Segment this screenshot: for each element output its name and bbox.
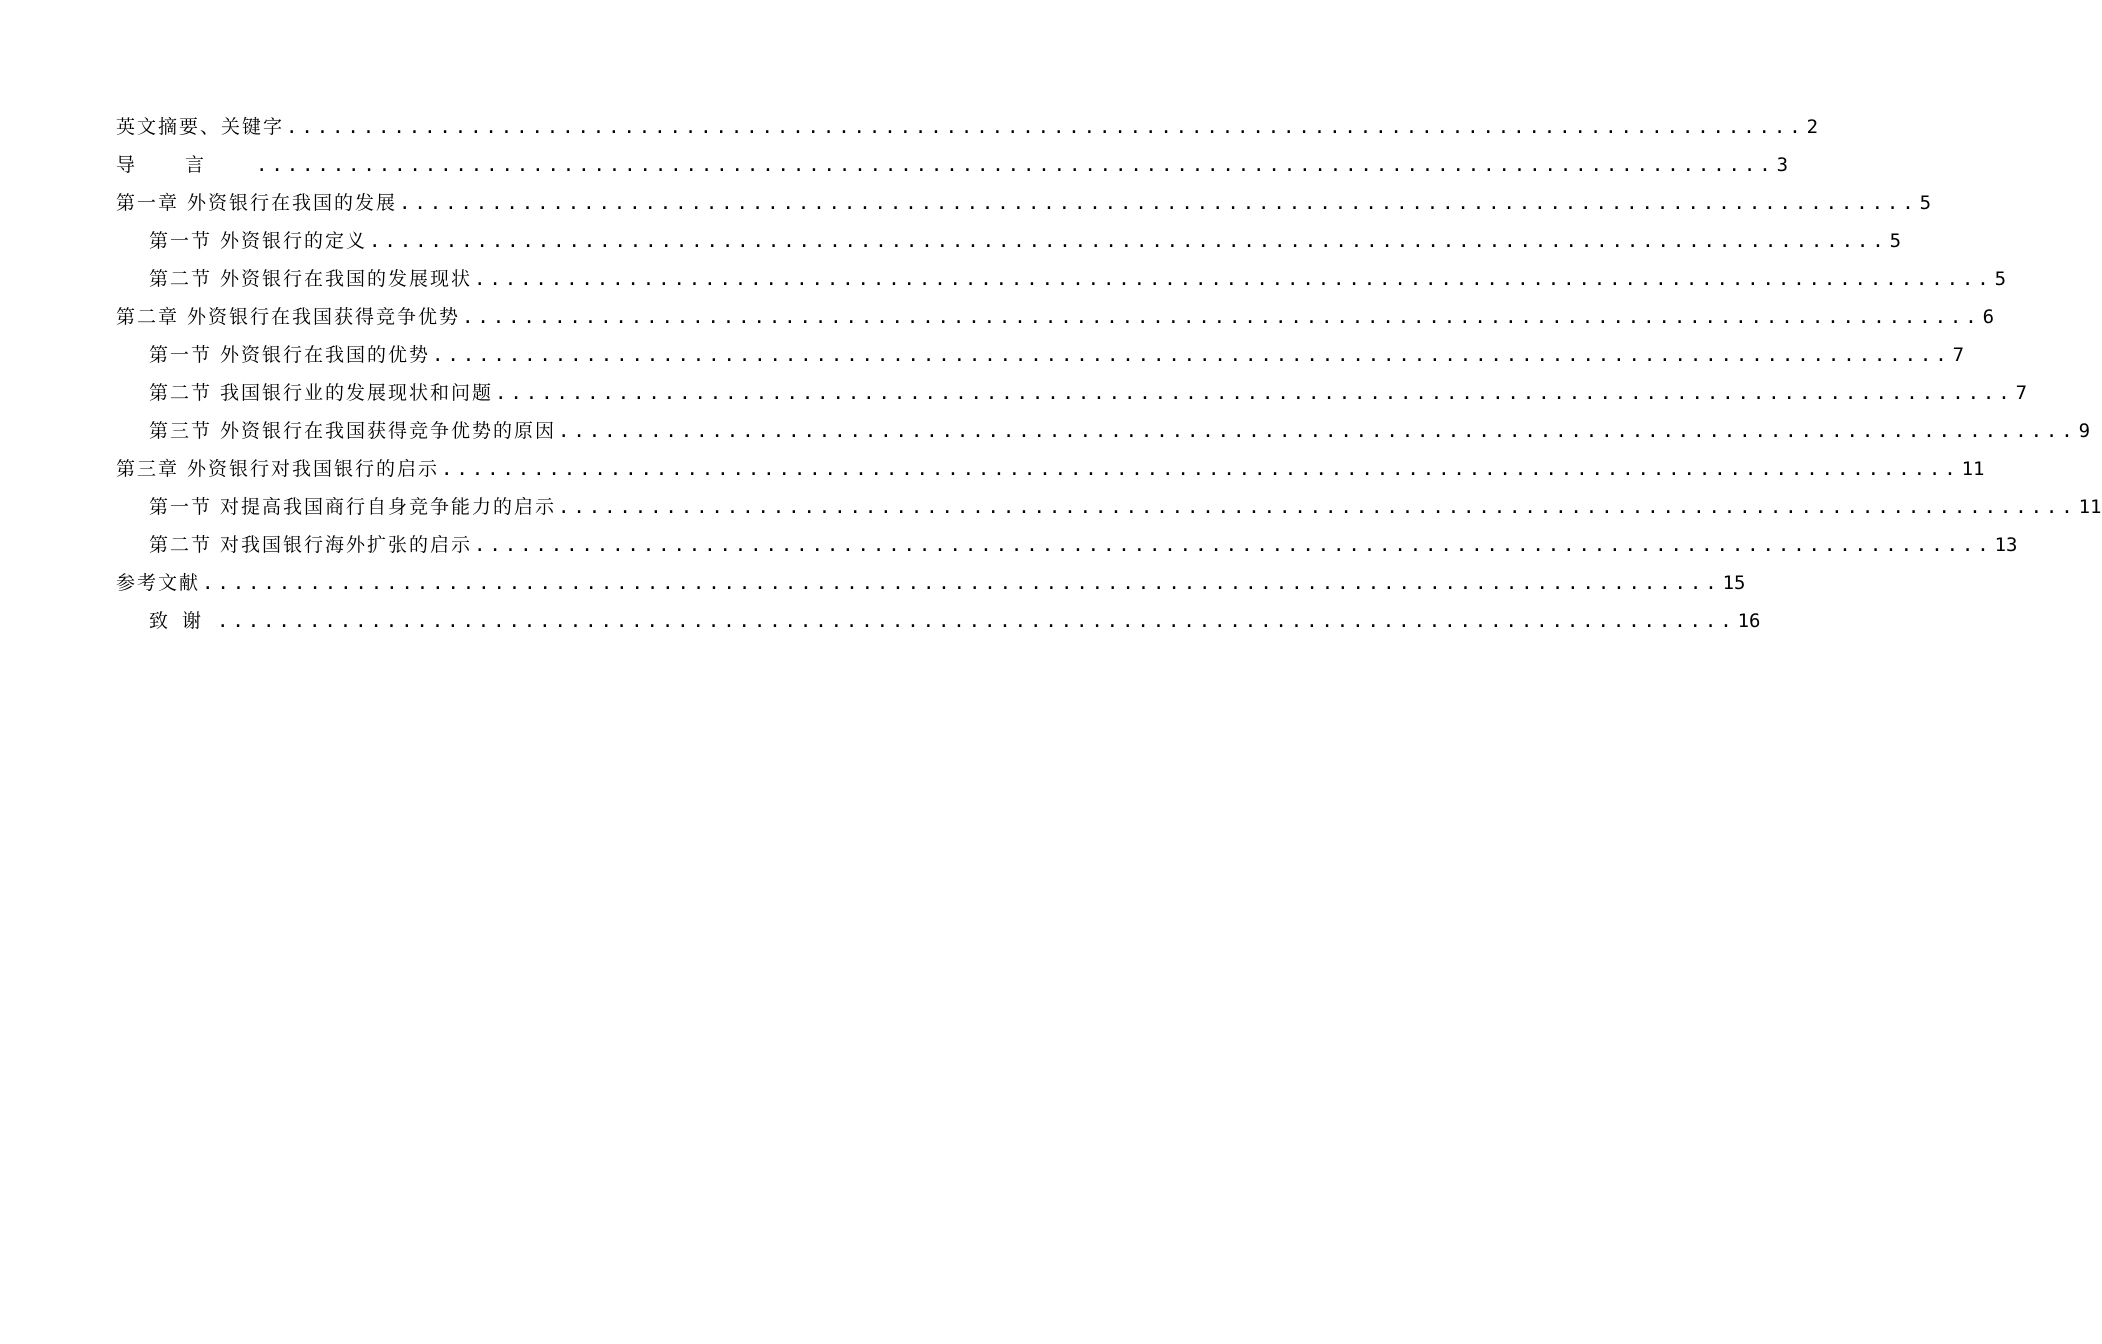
toc-entry-title: 导言 — [116, 154, 255, 176]
toc-entry[interactable] — [116, 450, 1985, 488]
toc-entry-title: 第二节 对我国银行海外扩张的启示 — [149, 534, 473, 556]
toc-entry[interactable] — [116, 564, 1746, 602]
toc-entry[interactable] — [116, 298, 1995, 336]
toc-entry-title: 第二节 外资银行在我国的发展现状 — [149, 268, 473, 290]
toc-entry-page: 6 — [1982, 306, 1995, 328]
toc-leader-dots: ................................................................................................... — [369, 230, 1888, 252]
toc-entry[interactable] — [116, 412, 2091, 450]
toc-leader-dots: ................................................................................................... — [441, 458, 1960, 480]
toc-entry-page: 5 — [1889, 230, 1902, 252]
toc-entry[interactable] — [116, 336, 1965, 374]
toc-entry-page: 5 — [1919, 192, 1932, 214]
toc-entry-page: 7 — [2015, 382, 2028, 404]
toc-entry-title: 致谢 — [149, 610, 216, 632]
toc-entry-page: 9 — [2078, 420, 2091, 442]
toc-entry-title: 第一节 对提高我国商行自身竞争能力的启示 — [149, 496, 557, 518]
toc-leader-dots: ................................................................................................... — [474, 534, 1993, 556]
toc-entry-page: 7 — [1952, 344, 1965, 366]
toc-entry-title: 第一章 外资银行在我国的发展 — [116, 192, 398, 214]
toc-entry-page: 15 — [1722, 572, 1746, 594]
toc-entry-page: 2 — [1806, 116, 1819, 138]
toc-entry[interactable] — [116, 602, 1761, 640]
toc-entry[interactable] — [116, 108, 1819, 146]
toc-entry-page: 3 — [1776, 154, 1789, 176]
toc-leader-dots: ................................................................................................... — [256, 154, 1775, 176]
toc-entry[interactable] — [116, 526, 2018, 564]
toc-leader-dots: ................................................................................................... — [202, 572, 1721, 594]
toc-entry[interactable] — [116, 260, 2007, 298]
toc-entry-page: 11 — [1961, 458, 1985, 480]
toc-entry[interactable] — [116, 488, 2102, 526]
toc-leader-dots: ................................................................................................... — [474, 268, 1993, 290]
toc-entry-title: 第一节 外资银行的定义 — [149, 230, 368, 252]
toc-entry-title: 参考文献 — [116, 572, 201, 594]
toc-entry-page: 16 — [1737, 610, 1761, 632]
toc-leader-dots: ................................................................................................... — [495, 382, 2014, 404]
toc-leader-dots: ................................................................................................... — [217, 610, 1736, 632]
toc-leader-dots: ................................................................................................... — [286, 116, 1805, 138]
toc-entry-title: 第二节 我国银行业的发展现状和问题 — [149, 382, 494, 404]
toc-entry[interactable] — [116, 222, 1902, 260]
toc-entry[interactable] — [116, 184, 1932, 222]
toc-entry[interactable] — [116, 146, 1789, 184]
toc-leader-dots: ................................................................................................... — [432, 344, 1951, 366]
toc-entry-title: 第一节 外资银行在我国的优势 — [149, 344, 431, 366]
toc-entry-page: 13 — [1994, 534, 2018, 556]
toc-entry-page: 5 — [1994, 268, 2007, 290]
toc-entry-title: 第三节 外资银行在我国获得竞争优势的原因 — [149, 420, 557, 442]
toc-leader-dots: ................................................................................................... — [399, 192, 1918, 214]
toc-entry-title: 第三章 外资银行对我国银行的启示 — [116, 458, 440, 480]
toc-leader-dots: ................................................................................................... — [558, 420, 2077, 442]
toc-entry-title: 第二章 外资银行在我国获得竞争优势 — [116, 306, 461, 328]
toc-leader-dots: ................................................................................................... — [462, 306, 1981, 328]
toc-entry-title: 英文摘要、关键字 — [116, 116, 285, 138]
table-of-contents — [116, 108, 2102, 640]
toc-entry-page: 11 — [2078, 496, 2102, 518]
toc-entry[interactable] — [116, 374, 2028, 412]
toc-leader-dots: ................................................................................................... — [558, 496, 2077, 518]
